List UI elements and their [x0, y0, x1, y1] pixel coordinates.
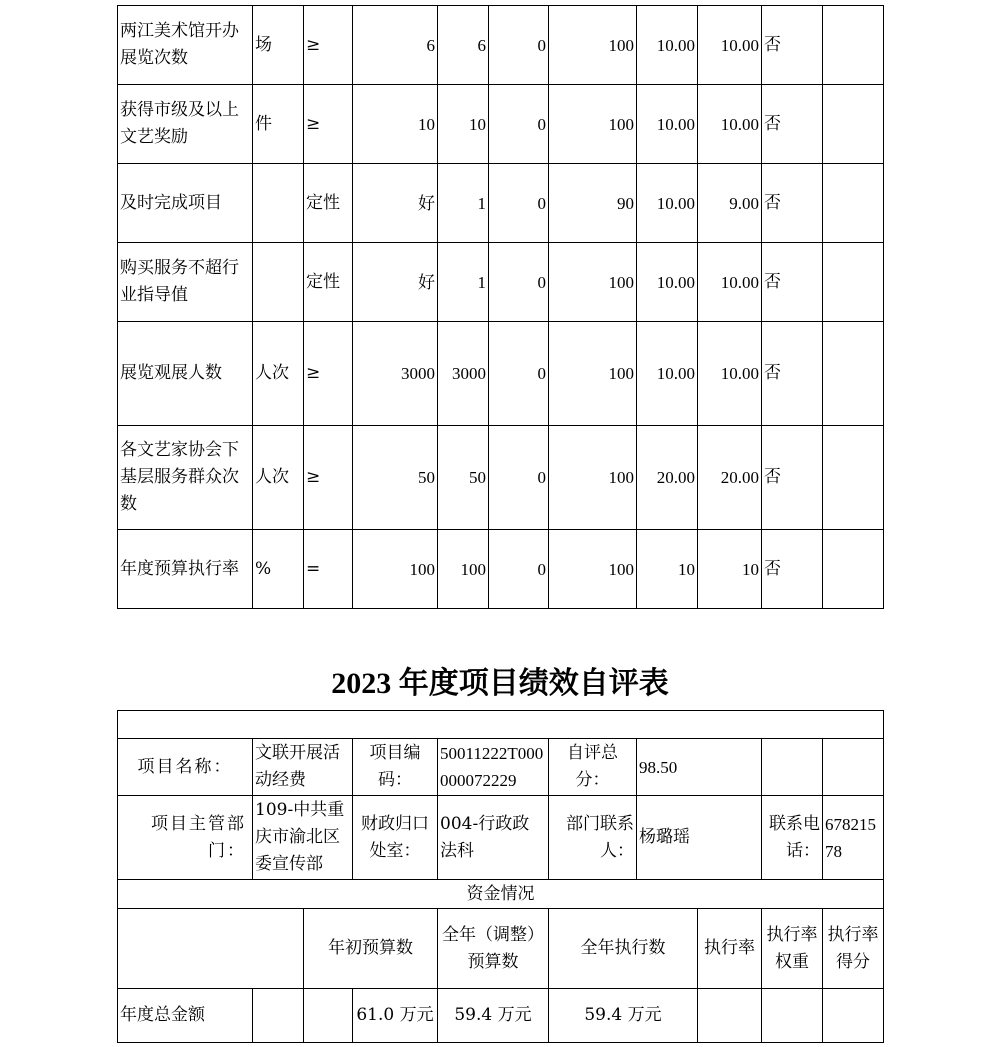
indicator-unit: 场	[253, 6, 304, 85]
indicator-row	[118, 85, 884, 164]
header-exec-rate: 执行率	[698, 909, 762, 989]
indicator-rate: 100	[549, 426, 637, 530]
indicator-flag: 否	[762, 243, 823, 322]
indicator-unit: 人次	[253, 426, 304, 530]
indicator-row	[118, 164, 884, 243]
indicator-actual: 1	[438, 164, 489, 243]
indicator-note	[823, 322, 884, 426]
indicator-actual: 50	[438, 426, 489, 530]
self-score-label: 自评总分：	[549, 739, 637, 796]
indicator-row	[118, 6, 884, 85]
indicator-deviation: 0	[489, 6, 549, 85]
indicator-score: 20.00	[698, 426, 762, 530]
blank-row	[118, 711, 884, 739]
total-initial: 61.0 万元	[353, 989, 438, 1043]
project-info-table	[117, 710, 884, 1043]
indicator-note	[823, 530, 884, 609]
indicator-deviation: 0	[489, 530, 549, 609]
indicator-unit	[253, 243, 304, 322]
indicator-row	[118, 426, 884, 530]
indicator-op: 定性	[304, 164, 353, 243]
indicator-note	[823, 164, 884, 243]
indicator-name: 展览观展人数	[118, 322, 253, 426]
indicator-note	[823, 6, 884, 85]
indicator-flag: 否	[762, 426, 823, 530]
indicator-score: 10.00	[698, 6, 762, 85]
indicator-actual: 100	[438, 530, 489, 609]
total-label: 年度总金额	[118, 989, 253, 1043]
project-name-value: 文联开展活动经费	[253, 739, 353, 796]
indicator-score: 10.00	[698, 243, 762, 322]
indicator-op: ≥	[304, 6, 353, 85]
indicator-weight: 10.00	[637, 6, 698, 85]
indicator-score: 10.00	[698, 322, 762, 426]
indicator-name: 年度预算执行率	[118, 530, 253, 609]
funds-section-label: 资金情况	[118, 880, 884, 909]
indicator-rate: 100	[549, 243, 637, 322]
indicator-target: 好	[353, 243, 438, 322]
indicator-target: 10	[353, 85, 438, 164]
finance-label: 财政归口处室：	[353, 796, 438, 880]
indicator-rate: 100	[549, 530, 637, 609]
indicator-note	[823, 426, 884, 530]
indicator-name: 及时完成项目	[118, 164, 253, 243]
indicator-name: 获得市级及以上文艺奖励	[118, 85, 253, 164]
indicator-deviation: 0	[489, 426, 549, 530]
indicator-unit: 件	[253, 85, 304, 164]
project-code-value: 50011222T000000072229	[438, 739, 549, 796]
indicator-op: ≥	[304, 85, 353, 164]
indicator-target: 50	[353, 426, 438, 530]
indicator-deviation: 0	[489, 85, 549, 164]
funds-total-row	[118, 989, 884, 1043]
header-exec-score: 执行率得分	[823, 909, 884, 989]
indicator-flag: 否	[762, 322, 823, 426]
page-title: 2023 年度项目绩效自评表	[331, 667, 669, 700]
indicator-deviation: 0	[489, 322, 549, 426]
indicator-weight: 10.00	[637, 85, 698, 164]
indicator-op: =	[304, 530, 353, 609]
indicator-weight: 10.00	[637, 164, 698, 243]
indicator-weight: 20.00	[637, 426, 698, 530]
indicator-unit	[253, 164, 304, 243]
phone-value: 67821578	[823, 796, 884, 880]
indicator-target: 好	[353, 164, 438, 243]
indicator-target: 3000	[353, 322, 438, 426]
indicator-row	[118, 530, 884, 609]
contact-label: 部门联系人：	[549, 796, 637, 880]
phone-label: 联系电话：	[762, 796, 823, 880]
indicator-actual: 1	[438, 243, 489, 322]
indicator-rate: 100	[549, 322, 637, 426]
indicator-op: 定性	[304, 243, 353, 322]
indicator-flag: 否	[762, 530, 823, 609]
indicator-rate: 100	[549, 6, 637, 85]
indicator-score: 9.00	[698, 164, 762, 243]
indicator-table	[117, 5, 884, 609]
indicator-target: 100	[353, 530, 438, 609]
indicator-actual: 6	[438, 6, 489, 85]
indicator-score: 10	[698, 530, 762, 609]
indicator-weight: 10.00	[637, 243, 698, 322]
contact-value: 杨璐瑶	[637, 796, 762, 880]
indicator-name: 两江美术馆开办展览次数	[118, 6, 253, 85]
header-adjusted: 全年（调整）预算数	[438, 909, 549, 989]
indicator-actual: 10	[438, 85, 489, 164]
header-exec-weight: 执行率权重	[762, 909, 823, 989]
dept-row	[118, 796, 884, 880]
project-name-label: 项目名称：	[118, 739, 253, 796]
total-executed: 59.4 万元	[549, 989, 698, 1043]
indicator-deviation: 0	[489, 243, 549, 322]
indicator-name: 购买服务不超行业指导值	[118, 243, 253, 322]
indicator-actual: 3000	[438, 322, 489, 426]
header-executed: 全年执行数	[549, 909, 698, 989]
indicator-flag: 否	[762, 6, 823, 85]
indicator-note	[823, 85, 884, 164]
indicator-score: 10.00	[698, 85, 762, 164]
project-code-label: 项目编码：	[353, 739, 438, 796]
self-score-value: 98.50	[637, 739, 762, 796]
indicator-flag: 否	[762, 164, 823, 243]
dept-label: 项目主管部门：	[118, 796, 253, 880]
indicator-row	[118, 322, 884, 426]
dept-value: 109-中共重庆市渝北区委宣传部	[253, 796, 353, 880]
indicator-deviation: 0	[489, 164, 549, 243]
indicator-flag: 否	[762, 85, 823, 164]
indicator-unit: %	[253, 530, 304, 609]
indicator-note	[823, 243, 884, 322]
indicator-rate: 100	[549, 85, 637, 164]
indicator-weight: 10.00	[637, 322, 698, 426]
indicator-op: ≥	[304, 322, 353, 426]
indicator-rate: 90	[549, 164, 637, 243]
indicator-target: 6	[353, 6, 438, 85]
total-adjusted: 59.4 万元	[438, 989, 549, 1043]
indicator-op: ≥	[304, 426, 353, 530]
indicator-unit: 人次	[253, 322, 304, 426]
finance-value: 004-行政政法科	[438, 796, 549, 880]
header-initial: 年初预算数	[304, 909, 438, 989]
indicator-name: 各文艺家协会下基层服务群众次数	[118, 426, 253, 530]
indicator-weight: 10	[637, 530, 698, 609]
funds-section-row	[118, 880, 884, 909]
funds-header-row	[118, 909, 884, 989]
project-name-row	[118, 739, 884, 796]
indicator-row	[118, 243, 884, 322]
